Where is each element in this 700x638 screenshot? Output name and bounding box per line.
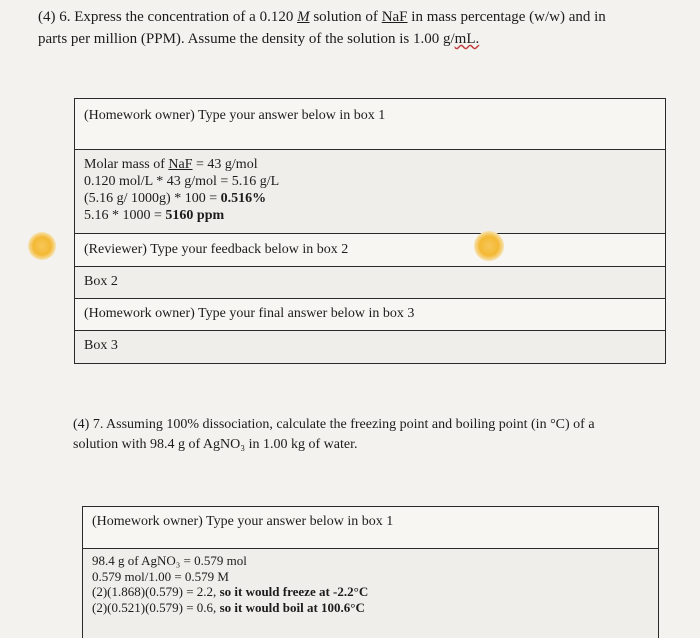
- answer-line-4: 5.16 * 1000 = 5160 ppm: [84, 208, 225, 223]
- answer-table-q7: [82, 506, 659, 638]
- box3-placeholder: Box 3: [84, 338, 118, 353]
- box3-prompt-row: [75, 298, 665, 330]
- q7-line2: solution with 98.4 g of AgNO₃ in 1.00 kg of water.: [73, 437, 358, 452]
- box2-field[interactable]: [75, 266, 665, 298]
- q7-box1-answer[interactable]: [83, 548, 658, 638]
- question-7-text: [73, 415, 673, 455]
- q6-molarity-symbol: M: [297, 9, 310, 25]
- q7-box1-prompt-row: [83, 507, 658, 548]
- box3-prompt: (Homework owner) Type your final answer below in box 3: [84, 306, 415, 321]
- q6-mid: solution of: [309, 9, 382, 25]
- box2-prompt: (Reviewer) Type your feedback below in box 2: [84, 242, 349, 257]
- answer-table-q6: [74, 98, 666, 364]
- highlight-dot-right-icon: [474, 231, 504, 261]
- box1-prompt-row: [75, 99, 665, 149]
- q6-line2: parts per million (PPM). Assume the density of the solution is 1.00 g/: [38, 31, 455, 47]
- box2-prompt-row: [75, 233, 665, 266]
- answer-line-2: 0.120 mol/L * 43 g/mol = 5.16 g/L: [84, 174, 280, 189]
- q7-box1-prompt: (Homework owner) Type your answer below in box 1: [92, 514, 394, 529]
- q7-answer-line-2: 0.579 mol/1.00 = 0.579 M: [92, 568, 229, 584]
- question-6-text: [38, 6, 678, 50]
- q6-suffix: in mass percentage (w/w) and in: [407, 9, 606, 25]
- q7-answer-line-1: 98.4 g of AgNO₃ = 0.579 mol: [92, 553, 247, 568]
- q7-line1: (4) 7. Assuming 100% dissociation, calculate the freezing point and boiling point (in °C) of a: [73, 417, 595, 432]
- q7-answer-line-4: (2)(0.521)(0.579) = 0.6, so it would boil at 100.6°C: [92, 599, 365, 615]
- box1-prompt: (Homework owner) Type your answer below in box 1: [84, 108, 386, 123]
- q6-naf: NaF: [381, 9, 408, 25]
- q6-ml: mL.: [454, 31, 480, 47]
- q7-answer-line-3: (2)(1.868)(0.579) = 2.2, so it would freeze at -2.2°C: [92, 584, 369, 599]
- highlight-dot-left-icon: [28, 232, 56, 260]
- box2-placeholder: Box 2: [84, 274, 118, 289]
- answer-line-3: (5.16 g/ 1000g) * 100 = 0.516%: [84, 191, 267, 206]
- q6-prefix: (4) 6. Express the concentration of a 0.120: [38, 9, 298, 25]
- box1-answer[interactable]: [75, 149, 665, 233]
- answer-line-1: Molar mass of NaF = 43 g/mol: [84, 157, 258, 172]
- box3-field[interactable]: [75, 330, 665, 363]
